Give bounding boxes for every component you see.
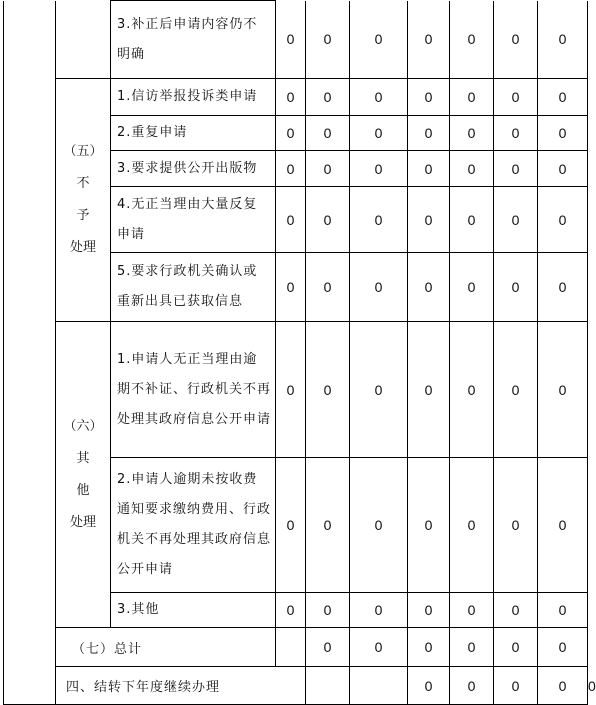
value-cell: 0 — [408, 187, 450, 253]
value-cell — [276, 628, 306, 667]
value-cell: 0 — [408, 253, 450, 322]
value-cell: 0 — [450, 79, 494, 116]
category-number: （五） — [63, 144, 103, 159]
value-cell: 0 — [538, 79, 588, 116]
value-cell: 0 — [408, 458, 450, 593]
value-cell: 0 — [450, 1, 494, 79]
row-label: 3.要求提供公开出版物 — [111, 151, 276, 187]
value-cell: 0 — [276, 458, 306, 593]
category-other-handling — [56, 322, 111, 628]
value-cell: 0 — [494, 667, 538, 705]
value-cell: 0 — [408, 628, 450, 667]
outer-merged-cell — [4, 1, 56, 705]
category-title: 其 他 — [76, 450, 104, 498]
category-number: （六） — [63, 418, 103, 434]
value-cell: 0 — [306, 1, 350, 79]
value-cell: 0 — [538, 458, 588, 593]
value-cell: 0 — [350, 79, 408, 116]
value-cell: 0 — [538, 1, 588, 79]
value-cell: 0 — [538, 593, 588, 628]
value-cell: 0 — [450, 593, 494, 628]
row-label: 1.申请人无正当理由逾期不补证、行政机关不再处理其政府信息公开申请 — [111, 322, 276, 458]
value-cell: 0 — [494, 1, 538, 79]
value-cell: 0 — [538, 253, 588, 322]
total-label: （七）总计 — [56, 628, 276, 667]
value-cell: 0 — [408, 116, 450, 151]
value-cell: 0 — [494, 322, 538, 458]
value-cell — [350, 667, 408, 705]
value-cell: 0 — [276, 1, 306, 79]
value-cell: 0 — [408, 667, 450, 705]
value-cell: 0 — [538, 628, 588, 667]
table-row — [4, 322, 588, 458]
value-cell: 0 — [494, 79, 538, 116]
value-cell: 0 — [306, 187, 350, 253]
value-cell: 0 — [350, 322, 408, 458]
value-cell: 0 — [350, 116, 408, 151]
value-cell: 0 — [538, 187, 588, 253]
value-cell: 0 — [306, 628, 350, 667]
value-cell: 0 — [494, 628, 538, 667]
value-cell: 0 — [408, 79, 450, 116]
value-cell: 0 — [306, 79, 350, 116]
value-cell: 0 — [450, 322, 494, 458]
value-cell: 0 — [538, 322, 588, 458]
value-cell: 0 — [306, 151, 350, 187]
category-title: 处理 — [69, 240, 96, 255]
value-cell: 0 — [408, 1, 450, 79]
value-cell: 0 — [538, 116, 588, 151]
table-row — [4, 1, 588, 79]
row-label: 2.申请人逾期未按收费通知要求缴纳费用、行政机关不再处理其政府信息公开申请 — [111, 458, 276, 593]
value-cell: 0 — [450, 667, 494, 705]
value-cell: 0 — [306, 116, 350, 151]
value-cell: 0 — [306, 253, 350, 322]
value-cell: 0 — [276, 322, 306, 458]
value-cell: 0 — [450, 458, 494, 593]
value-cell: 0 — [494, 253, 538, 322]
value-cell: 0 — [350, 187, 408, 253]
value-cell: 0 — [276, 116, 306, 151]
value-cell: 0 — [494, 187, 538, 253]
value-cell: 0 — [350, 151, 408, 187]
value-cell: 0 — [306, 322, 350, 458]
row-label: 2.重复申请 — [111, 116, 276, 151]
category-title: 处理 — [69, 514, 96, 530]
value-cell: 0 — [350, 458, 408, 593]
category-title: 不 予 — [76, 176, 104, 223]
value-cell: 0 — [494, 116, 538, 151]
disclosure-statistics-table — [3, 0, 596, 705]
carryover-label: 四、结转下年度继续办理 — [56, 667, 306, 705]
category-refusal — [56, 79, 111, 322]
value-cell: 0 — [276, 593, 306, 628]
value-cell: 0 — [276, 187, 306, 253]
total-row — [4, 628, 588, 667]
category-cell-continued — [56, 1, 111, 79]
value-cell: 0 — [408, 322, 450, 458]
value-cell: 0 — [450, 253, 494, 322]
value-cell: 0 — [450, 628, 494, 667]
value-cell: 0 — [494, 593, 538, 628]
value-cell: 0 — [350, 628, 408, 667]
value-cell: 0 — [276, 79, 306, 116]
row-label: 4.无正当理由大量反复申请 — [111, 187, 276, 253]
value-cell: 0 — [276, 253, 306, 322]
value-cell: 0 — [350, 253, 408, 322]
value-cell: 0 — [350, 593, 408, 628]
row-label: 1.信访举报投诉类申请 — [111, 79, 276, 116]
value-cell: 0 — [494, 151, 538, 187]
value-cell: 0 — [306, 458, 350, 593]
carryover-row: 四、结转下年度继续办理 0 0 0 0 0 — [4, 667, 588, 705]
value-cell: 0 — [276, 151, 306, 187]
value-cell — [306, 667, 350, 705]
value-cell: 0 — [306, 593, 350, 628]
value-cell: 0 — [538, 151, 588, 187]
value-cell: 0 — [494, 458, 538, 593]
row-label: 3.其他 — [111, 593, 276, 628]
value-cell: 0 — [408, 593, 450, 628]
table-row — [4, 79, 588, 116]
row-label: 3.补正后申请内容仍不明确 — [111, 1, 276, 79]
value-cell: 0 — [450, 151, 494, 187]
value-cell: 0 — [450, 187, 494, 253]
value-cell: 0 — [408, 151, 450, 187]
value-cell: 0 — [350, 1, 408, 79]
value-cell: 0 — [450, 116, 494, 151]
value-cell: 0 — [538, 667, 588, 705]
row-label: 5.要求行政机关确认或重新出具已获取信息 — [111, 253, 276, 322]
